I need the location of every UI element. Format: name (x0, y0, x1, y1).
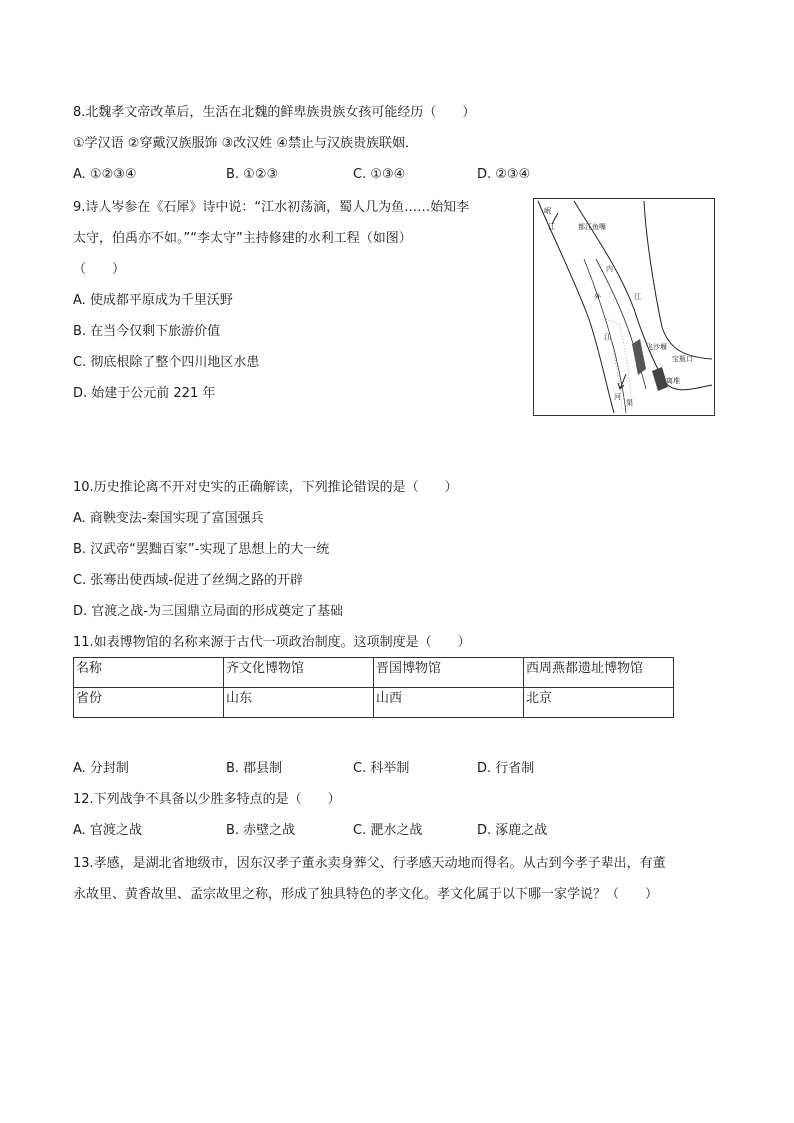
table-cell: 山西 (374, 688, 524, 718)
museum-table (73, 657, 674, 718)
q12-option-a[interactable]: A. 官渡之战 (73, 823, 142, 838)
table-cell: 山东 (224, 688, 374, 718)
inner-river-bank (644, 201, 712, 359)
q11-stem: 11.如表博物馆的名称来源于古代一项政治制度。这项制度是（ ） (73, 635, 471, 650)
q12-option-b[interactable]: B. 赤壁之战 (226, 823, 296, 838)
table-cell: 晋国博物馆 (374, 658, 524, 688)
dujiangyan-map-drawing (534, 199, 714, 415)
q13-stem-line2: 永故里、黄香故里、孟宗故里之称，形成了独具特色的孝文化。孝文化属于以下哪一家学说？（ ） (73, 887, 659, 902)
table-cell: 名称 (74, 658, 224, 688)
q9-option-c[interactable]: C. 彻底根除了整个四川地区水患 (73, 355, 260, 370)
label-feisha: 飞沙堰 (646, 343, 667, 351)
label-lidui: 离堆 (666, 377, 680, 385)
label-chuan: 渠 (626, 399, 633, 407)
dujiangyan-map (533, 198, 715, 416)
label-nei: 内 (606, 265, 613, 273)
weir-hatch (632, 339, 646, 375)
q12-option-c[interactable]: C. 淝水之战 (353, 823, 423, 838)
q10-option-a[interactable]: A. 商鞅变法-秦国实现了富国强兵 (73, 511, 264, 526)
q12-stem: 12.下列战争不具备以少胜多特点的是（ ） (73, 792, 341, 807)
q12-option-d[interactable]: D. 涿鹿之战 (477, 823, 548, 838)
river-left-bank (538, 201, 614, 413)
q10-option-b[interactable]: B. 汉武帝“罢黜百家”-实现了思想上的大一统 (73, 542, 330, 557)
q8-option-a[interactable]: A. ①②③④ (73, 167, 137, 182)
label-wai: 外 (594, 293, 601, 301)
label-yuzui: 都江鱼嘴 (578, 223, 606, 231)
q13-stem-line1: 13.孝感，是湖北省地级市，因东汉孝子董永卖身葬父、行孝感天动地而得名。从古到今孝子辈出，有董 (73, 856, 666, 871)
table-cell: 西周燕都遗址博物馆 (524, 658, 674, 688)
q11-option-c[interactable]: C. 科举制 (353, 761, 410, 776)
q8-option-c[interactable]: C. ①③④ (353, 167, 406, 182)
q11-option-d[interactable]: D. 行省制 (477, 761, 535, 776)
label-jiang3: 江 (604, 333, 611, 341)
q9-option-b[interactable]: B. 在当今仅剩下旅游价值 (73, 324, 221, 339)
q9-stem-line3: （ ） (73, 262, 126, 277)
q8-stem: 8.北魏孝文帝改革后，生活在北魏的鲜卑族贵族女孩可能经历（ ） (73, 105, 476, 120)
q10-option-d[interactable]: D. 官渡之战-为三国鼎立局面的形成奠定了基础 (73, 604, 343, 619)
label-jiang2: 江 (634, 293, 641, 301)
label-min: 岷 (544, 207, 551, 215)
table-row (74, 658, 674, 688)
q8-items: ①学汉语 ②穿戴汉族服饰 ③改汉姓 ④禁止与汉族贵族联姻． (73, 136, 419, 151)
q11-option-b[interactable]: B. 郡县制 (226, 761, 283, 776)
q8-option-b[interactable]: B. ①②③ (226, 167, 279, 182)
q8-option-d[interactable]: D. ②③④ (477, 167, 531, 182)
label-jiang: 江 (548, 223, 555, 231)
table-cell: 齐文化博物馆 (224, 658, 374, 688)
q10-stem: 10.历史推论离不开对史实的正确解读，下列推论错误的是（ ） (73, 480, 458, 495)
table-cell: 北京 (524, 688, 674, 718)
q11-option-a[interactable]: A. 分封制 (73, 761, 129, 776)
q9-option-d[interactable]: D. 始建于公元前 221 年 (73, 386, 216, 401)
label-baopingkou: 宝瓶口 (672, 355, 693, 363)
q9-stem-line2: 太守，伯禹亦不如。”“李太守”主持修建的水利工程（如图） (73, 231, 412, 246)
table-row (74, 688, 674, 718)
q9-stem-line1: 9.诗人岑参在《石犀》诗中说：“江水初荡滴，蜀人几为鱼……始知李 (73, 200, 470, 215)
table-cell: 省份 (74, 688, 224, 718)
q10-option-c[interactable]: C. 张骞出使西域-促进了丝绸之路的开辟 (73, 573, 304, 588)
label-he: 河 (614, 393, 621, 401)
q9-option-a[interactable]: A. 使成都平原成为千里沃野 (73, 293, 233, 308)
